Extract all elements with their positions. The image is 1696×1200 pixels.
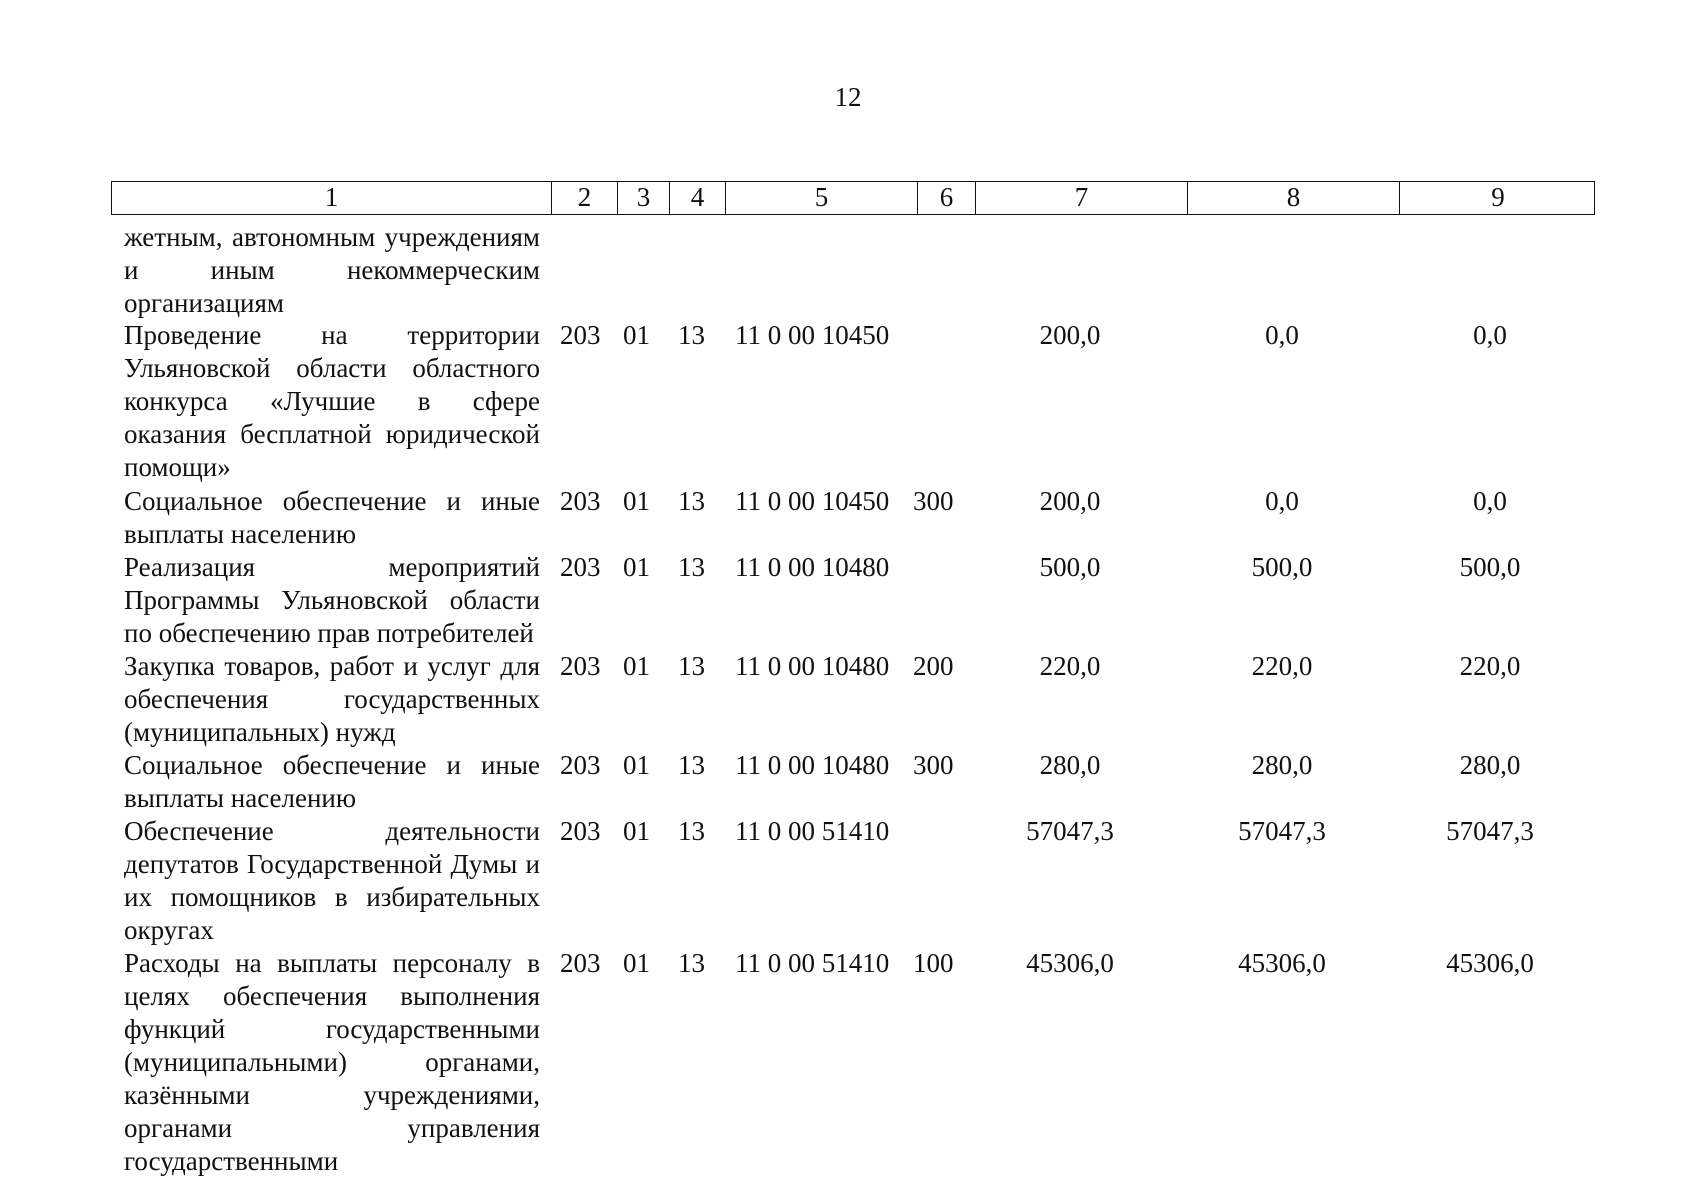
row-code-4: 13 [678,486,705,516]
row-code-2: 203 [560,816,601,846]
row-code-5: 11 0 00 10450 [735,320,890,350]
row-value-8: 500,0 [1251,552,1313,582]
row-code-3: 01 [623,486,650,516]
row-name: Расходы на выплаты персоналу в целях обеспечения выполнения функций государственными (муниципальными) органами, казёнными учреждениями, органами управления государственными [124,948,540,1176]
row-code-5: 11 0 00 10480 [735,552,890,582]
row-code-6: 100 [913,948,954,978]
row-code-3: 01 [623,651,650,681]
row-value-8: 57047,3 [1238,816,1326,846]
row-code-2: 203 [560,320,601,350]
row-code-2: 203 [560,651,601,681]
row-value-9: 220,0 [1459,651,1521,681]
row-code-5: 11 0 00 51410 [735,948,890,978]
row-value-7: 57047,3 [1026,816,1114,846]
row-value-8: 0,0 [1265,486,1299,516]
row-value-7: 200,0 [1039,486,1101,516]
row-code-5: 11 0 00 10480 [735,750,890,780]
row-value-9: 280,0 [1459,750,1521,780]
continuation-text: жетным, автономным учреждениям и иным некоммерческим организациям [124,222,540,318]
table-header-row [111,181,1595,215]
row-code-4: 13 [678,651,705,681]
row-code-6: 200 [913,651,954,681]
row-code-2: 203 [560,552,601,582]
row-code-3: 01 [623,552,650,582]
header-col-9: 9 [1491,182,1505,212]
row-code-6: 300 [913,486,954,516]
row-code-4: 13 [678,750,705,780]
row-code-2: 203 [560,750,601,780]
row-code-2: 203 [560,486,601,516]
row-code-4: 13 [678,948,705,978]
header-col-7: 7 [976,182,1188,214]
row-value-7: 220,0 [1039,651,1101,681]
header-col-3: 3 [618,182,670,214]
row-code-3: 01 [623,948,650,978]
row-code-6: 300 [913,750,954,780]
row-value-7: 280,0 [1039,750,1101,780]
row-value-9: 57047,3 [1446,816,1534,846]
row-code-5: 11 0 00 10480 [735,651,890,681]
header-col-6: 6 [918,182,976,214]
row-name: Закупка товаров, работ и услуг для обеспечения государственных (муниципальных) нужд [124,651,540,747]
row-code-3: 01 [623,816,650,846]
row-value-9: 500,0 [1459,552,1521,582]
row-name: Проведение на территории Ульяновской области областного конкурса «Лучшие в сфере оказания бесплатной юридической помощи» [124,320,540,482]
row-code-3: 01 [623,320,650,350]
row-code-2: 203 [560,948,601,978]
row-code-3: 01 [623,750,650,780]
row-code-4: 13 [678,320,705,350]
row-value-8: 0,0 [1265,320,1299,350]
header-col-5: 5 [726,182,918,214]
row-name: Реализация мероприятий Программы Ульяновской области по обеспечению прав потребителей [124,552,540,648]
row-value-8: 220,0 [1251,651,1313,681]
row-code-4: 13 [678,552,705,582]
row-value-8: 45306,0 [1238,948,1326,978]
row-value-9: 0,0 [1473,320,1507,350]
row-code-5: 11 0 00 10450 [735,486,890,516]
row-name: Обеспечение деятельности депутатов Государственной Думы и их помощников в избирательных округах [124,816,540,945]
row-code-5: 11 0 00 51410 [735,816,890,846]
row-code-4: 13 [678,816,705,846]
row-value-7: 45306,0 [1026,948,1114,978]
page-number: 12 [834,82,862,112]
row-value-8: 280,0 [1251,750,1313,780]
header-col-2: 2 [552,182,618,214]
row-value-9: 0,0 [1473,486,1507,516]
header-col-8: 8 [1188,182,1400,214]
header-col-4: 4 [670,182,726,214]
header-col-1: 1 [112,182,552,214]
row-value-7: 500,0 [1039,552,1101,582]
row-value-9: 45306,0 [1446,948,1534,978]
row-name: Социальное обеспечение и иные выплаты населению [124,750,540,813]
row-name: Социальное обеспечение и иные выплаты населению [124,486,540,549]
row-value-7: 200,0 [1039,320,1101,350]
